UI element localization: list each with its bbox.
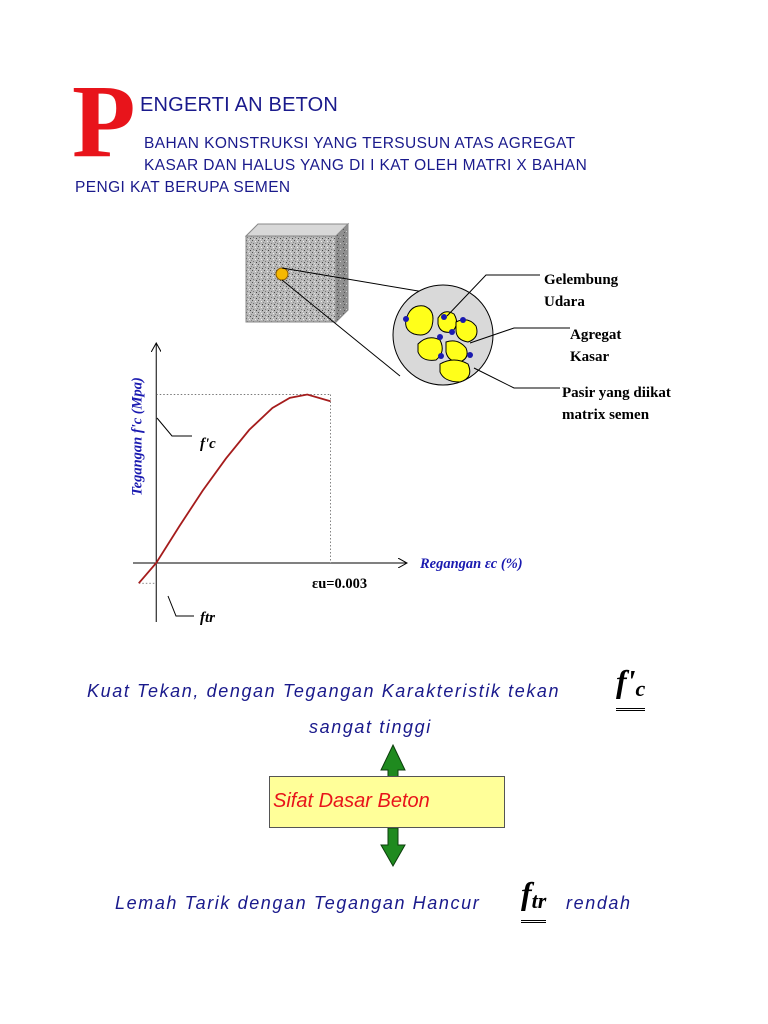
ultimate-strain-label: εu=0.003 — [312, 576, 368, 592]
tension-symbol-base: f — [521, 875, 532, 911]
intro-line-3: PENGI KAT BERUPA SEMEN — [75, 179, 291, 196]
tension-text-2: rendah — [566, 893, 632, 913]
intro-line-1: BAHAN KONSTRUKSI YANG TERSUSUN ATAS AGREGAT — [144, 135, 576, 152]
label-aggregate-line1: Agregat — [570, 327, 622, 343]
up-arrow-icon — [381, 745, 405, 777]
chart-xlabel: Regangan εc (%) — [420, 556, 523, 572]
peak-stress-label: f'c — [200, 436, 216, 452]
chart-ylabel: Tegangan f'c (Mpa) — [129, 377, 146, 496]
label-sand-line1: Pasir yang diikat — [562, 385, 671, 401]
tension-stress-label: ftr — [200, 610, 215, 626]
tension-text: Lemah Tarik dengan Tegangan Hancur — [115, 893, 481, 913]
center-box-label: Sifat Dasar Beton — [273, 790, 430, 812]
down-arrow-icon — [381, 828, 405, 866]
label-aggregate-line2: Kasar — [570, 349, 610, 365]
page-title: ENGERTI AN BETON — [140, 94, 339, 116]
label-bubble-line2: Udara — [544, 294, 585, 310]
compression-symbol-sub: c — [635, 676, 646, 701]
tension-symbol — [521, 876, 546, 923]
label-sand-line2: matrix semen — [562, 407, 650, 423]
drop-cap-letter: P — [72, 64, 136, 179]
label-bubble-line1: Gelembung — [544, 272, 619, 288]
compression-symbol-base: f' — [616, 663, 636, 699]
intro-line-2: KASAR DAN HALUS YANG DI I KAT OLEH MATRI X BAHAN — [144, 157, 588, 174]
compression-text-2: sangat tinggi — [309, 717, 432, 737]
tension-symbol-sub: tr — [531, 888, 547, 913]
compression-text: Kuat Tekan, dengan Tegangan Karakteristik tekan — [87, 681, 561, 701]
